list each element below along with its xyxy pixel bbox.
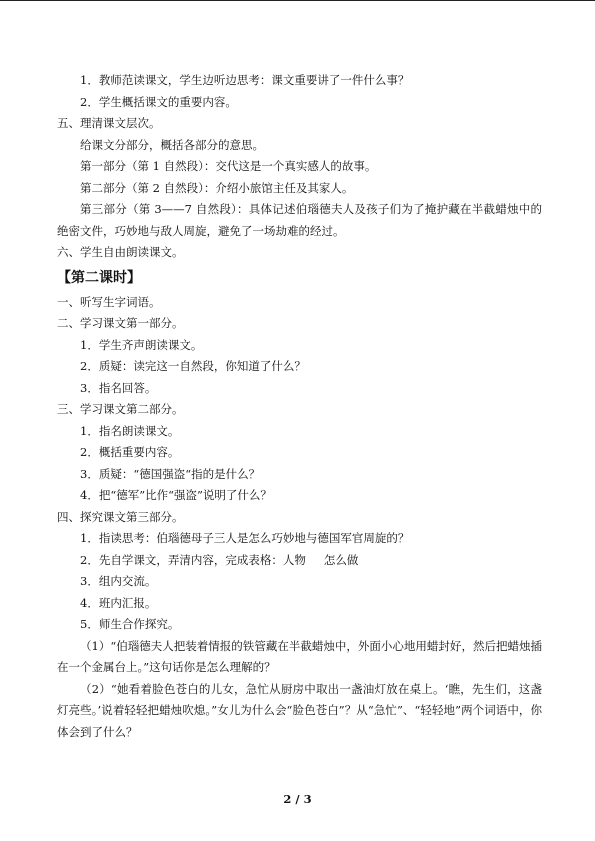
list-item: 2．学生概括课文的重要内容。	[80, 94, 237, 109]
section-title: 五、理清课文层次。	[57, 116, 161, 130]
list-item: 3．组内交流。	[80, 574, 157, 588]
list-item: 3．指名回答。	[80, 380, 157, 395]
list-item-text: 2．先自学课文，弄清内容，完成表格：人物	[80, 552, 306, 567]
paragraph: 第三部分（第 3——7 自然段）：具体记述伯瑙德夫人及孩子们为了掩护藏在半截蜡烛中的绝密文件，巧妙地与敌人周旋，避免了一场劫难的经过。	[57, 202, 542, 238]
section-title: 六、学生自由朗读课文。	[57, 245, 184, 259]
list-item: 3．质疑：“德国强盗“指的是什么？	[80, 466, 261, 481]
list-item: 2．质疑：读完这一自然段，你知道了什么？	[80, 359, 306, 373]
question-paragraph: （2）“她看着脸色苍白的儿女，急忙从厨房中取出一盏油灯放在桌上。‘瞧，先生们，这盏灯亮些。’说着轻轻把蜡烛吹熄。”女儿为什么会“脸色苍白”？从“急忙”、“轻轻地”两个词语中，你体会到了什么？	[57, 681, 542, 739]
list-item: 1．指读思考：伯瑙德母子三人是怎么巧妙地与德国军官周旋的？	[80, 531, 410, 545]
section-title: 三、学习课文第二部分。	[57, 402, 184, 416]
list-item: 2．概括重要内容。	[80, 445, 180, 459]
section-title: 四、探究课文第三部分。	[57, 509, 184, 524]
list-item: 4．班内汇报。	[80, 595, 157, 610]
list-item: 1．学生齐声朗读课文。	[80, 337, 203, 352]
paragraph: 第一部分（第 1 自然段）：交代这是一个真实感人的故事。	[80, 159, 377, 173]
list-item	[57, 550, 542, 572]
page-number: 2 / 3	[283, 792, 312, 806]
list-item: 1．教师范读课文，学生边听边思考：课文重要讲了一件什么事？	[80, 73, 410, 87]
list-item: 1．指名朗读课文。	[80, 423, 180, 438]
top-border-line	[0, 0, 595, 1]
list-item: 4．把“德军”比作“强盗”说明了什么？	[80, 488, 272, 502]
list-item-text: 怎么做	[323, 552, 359, 567]
section-title: 一、听写生字词语。	[57, 294, 161, 309]
question-paragraph: （1）“伯瑙德夫人把装着情报的铁管藏在半截蜡烛中，外面小心地用蜡封好，然后把蜡烛插在一个金属台上。”这句话你是怎么理解的？	[57, 638, 542, 674]
lesson-heading: 【第二课时】	[57, 269, 141, 286]
paragraph: 第二部分（第 2 自然段）：介绍小旅馆主任及其家人。	[80, 180, 354, 195]
list-item: 5．师生合作探究。	[80, 617, 180, 631]
paragraph: 给课文分部分，概括各部分的意思。	[80, 137, 264, 152]
section-title: 二、学习课文第一部分。	[57, 316, 184, 330]
document-body	[57, 70, 542, 743]
